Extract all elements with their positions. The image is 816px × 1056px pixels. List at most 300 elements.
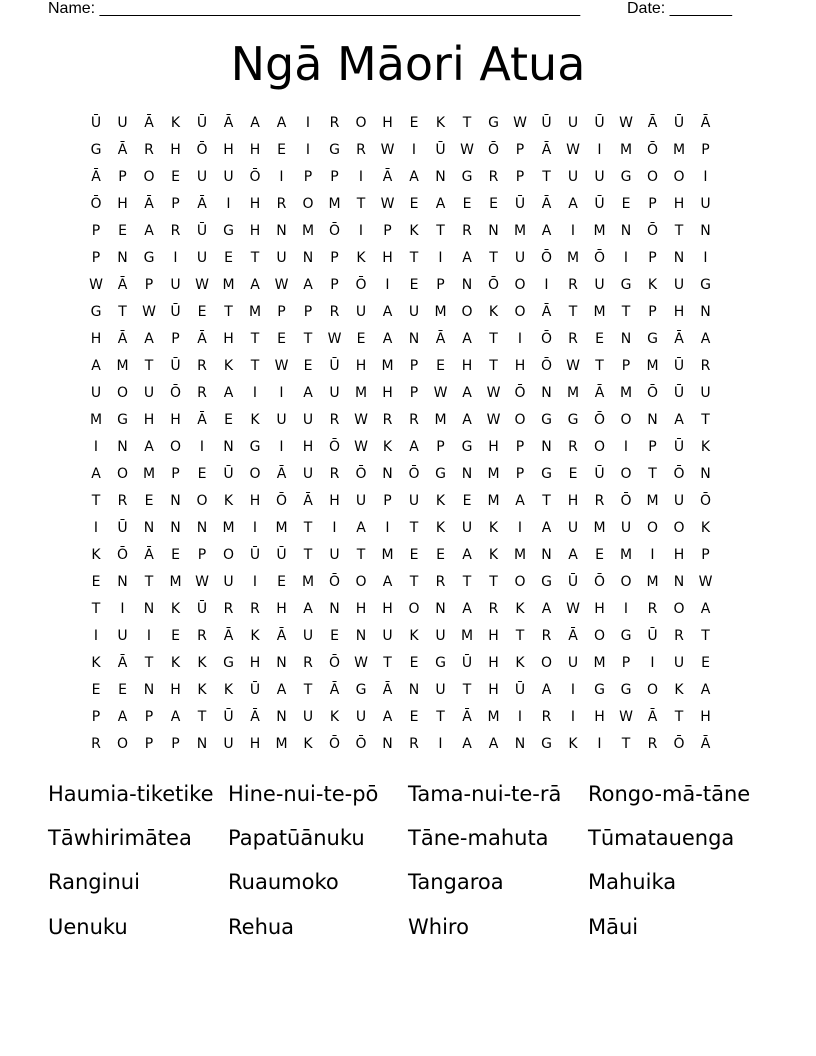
grid-letter: N: [382, 736, 393, 752]
grid-letter: I: [252, 520, 258, 536]
grid-letter: N: [514, 736, 526, 752]
grid-letter: G: [117, 412, 128, 428]
grid-letter: N: [223, 439, 234, 455]
grid-letter: N: [329, 601, 340, 617]
grid-letter: A: [568, 196, 578, 212]
grid-letter: T: [462, 115, 472, 131]
grid-letter: Ā: [144, 547, 154, 563]
grid-letter: M: [222, 277, 235, 293]
grid-letter: T: [91, 493, 101, 509]
grid-letter: O: [620, 466, 632, 482]
grid-letter: N: [435, 601, 446, 617]
grid-letter: U: [302, 466, 314, 482]
grid-letter: H: [382, 601, 393, 617]
grid-letter: H: [673, 304, 685, 320]
grid-letter: E: [303, 358, 313, 374]
grid-letter: A: [382, 574, 393, 590]
grid-letter: I: [279, 385, 284, 401]
grid-letter: I: [411, 142, 417, 158]
grid-letter: K: [488, 547, 499, 563]
grid-letter: Ō: [328, 574, 341, 590]
grid-letter: Ā: [91, 169, 101, 185]
grid-letter: A: [435, 196, 446, 212]
grid-letter: M: [646, 574, 659, 590]
word-list-item: Ruaumoko: [228, 870, 339, 894]
grid-letter: U: [408, 304, 420, 320]
grid-letter: O: [116, 736, 129, 752]
word-list-item: Whiro: [408, 915, 469, 939]
grid-letter: Ō: [328, 223, 341, 239]
grid-letter: K: [303, 736, 313, 752]
grid-letter: R: [144, 142, 154, 158]
grid-letter: T: [250, 358, 260, 374]
grid-letter: Ā: [329, 682, 340, 698]
grid-letter: K: [674, 682, 684, 698]
grid-letter: E: [224, 250, 233, 266]
grid-letter: W: [566, 142, 580, 158]
grid-letter: N: [673, 574, 685, 590]
grid-letter: H: [170, 142, 181, 158]
grid-letter: N: [355, 628, 367, 644]
grid-letter: I: [305, 142, 311, 158]
grid-letter: O: [514, 574, 526, 590]
grid-letter: K: [250, 412, 260, 428]
grid-letter: Ō: [90, 196, 102, 212]
grid-letter: O: [673, 520, 685, 536]
grid-letter: H: [488, 655, 499, 671]
grid-letter: M: [513, 547, 527, 563]
grid-letter: P: [91, 250, 101, 266]
grid-letter: Ū: [594, 115, 605, 131]
grid-letter: P: [303, 169, 313, 185]
grid-letter: Ā: [700, 736, 711, 752]
grid-letter: U: [276, 412, 287, 428]
grid-letter: M: [566, 250, 580, 266]
grid-letter: O: [593, 439, 606, 455]
grid-letter: I: [570, 709, 576, 725]
grid-letter: I: [597, 736, 602, 752]
grid-letter: M: [169, 574, 182, 590]
word-search-grid: [83, 110, 733, 758]
grid-letter: Ō: [249, 169, 261, 185]
grid-letter: H: [594, 709, 605, 725]
grid-letter: U: [673, 277, 685, 293]
grid-letter: G: [700, 277, 711, 293]
grid-letter: A: [382, 331, 393, 347]
grid-letter: A: [541, 601, 552, 617]
grid-letter: N: [541, 385, 552, 401]
grid-letter: W: [380, 142, 395, 158]
grid-letter: T: [489, 250, 498, 266]
grid-letter: M: [593, 223, 606, 239]
grid-letter: Ō: [593, 574, 606, 590]
grid-letter: I: [279, 439, 284, 455]
grid-letter: T: [356, 196, 366, 212]
grid-letter: H: [461, 358, 473, 374]
grid-letter: Ā: [117, 142, 128, 158]
grid-letter: R: [276, 196, 287, 212]
grid-letter: E: [197, 304, 207, 320]
word-list: [48, 776, 768, 956]
grid-letter: G: [223, 655, 234, 671]
grid-letter: K: [568, 736, 578, 752]
grid-letter: P: [330, 277, 339, 293]
grid-letter: R: [541, 628, 552, 644]
grid-letter: U: [435, 682, 446, 698]
grid-letter: O: [540, 655, 553, 671]
grid-letter: H: [488, 682, 499, 698]
grid-letter: M: [142, 466, 156, 482]
grid-letter: M: [513, 223, 527, 239]
grid-letter: E: [409, 709, 419, 725]
grid-letter: Ā: [117, 331, 128, 347]
grid-letter: Ū: [673, 115, 685, 131]
grid-letter: P: [383, 223, 392, 239]
grid-letter: O: [196, 493, 208, 509]
grid-letter: E: [436, 358, 445, 374]
grid-letter: R: [700, 358, 711, 374]
grid-letter: K: [250, 628, 260, 644]
grid-letter: I: [226, 196, 231, 212]
grid-letter: T: [356, 547, 366, 563]
word-list-item: Rehua: [228, 915, 295, 939]
grid-letter: N: [170, 493, 181, 509]
grid-letter: Ō: [646, 223, 659, 239]
grid-letter: H: [249, 223, 261, 239]
grid-letter: N: [117, 574, 128, 590]
grid-letter: G: [541, 412, 552, 428]
grid-letter: A: [462, 412, 472, 428]
grid-letter: Ā: [382, 169, 393, 185]
grid-letter: E: [356, 331, 366, 347]
grid-letter: R: [647, 736, 658, 752]
grid-letter: Ō: [699, 493, 712, 509]
grid-letter: A: [700, 682, 711, 698]
grid-letter: M: [328, 196, 341, 212]
grid-letter: P: [144, 736, 154, 752]
grid-letter: R: [117, 493, 128, 509]
grid-letter: P: [171, 736, 180, 752]
grid-letter: N: [143, 520, 155, 536]
grid-letter: E: [171, 169, 180, 185]
grid-letter: E: [224, 412, 233, 428]
grid-letter: U: [435, 628, 446, 644]
grid-letter: H: [90, 331, 102, 347]
grid-letter: R: [197, 385, 207, 401]
grid-letter: A: [303, 385, 313, 401]
grid-letter: I: [544, 277, 549, 293]
grid-letter: I: [93, 520, 99, 536]
grid-letter: N: [170, 520, 181, 536]
grid-letter: T: [701, 628, 710, 644]
grid-letter: K: [197, 655, 207, 671]
grid-letter: E: [409, 655, 419, 671]
grid-letter: R: [329, 412, 340, 428]
grid-letter: Ū: [461, 655, 473, 671]
grid-letter: Ū: [541, 115, 552, 131]
grid-letter: N: [541, 547, 552, 563]
grid-letter: H: [382, 385, 393, 401]
grid-letter: U: [700, 196, 711, 212]
grid-letter: P: [648, 439, 657, 455]
grid-letter: Ā: [541, 196, 552, 212]
grid-letter: Ū: [673, 358, 685, 374]
grid-letter: W: [460, 142, 474, 158]
grid-letter: U: [196, 250, 208, 266]
grid-letter: A: [409, 439, 419, 455]
grid-letter: W: [566, 601, 580, 617]
grid-letter: M: [566, 385, 580, 401]
grid-letter: I: [517, 520, 523, 536]
grid-letter: H: [223, 331, 234, 347]
grid-letter: M: [619, 142, 633, 158]
grid-letter: Ō: [673, 466, 685, 482]
grid-letter: E: [568, 466, 578, 482]
grid-letter: M: [381, 547, 394, 563]
grid-letter: W: [566, 358, 580, 374]
word-list-item: Māui: [588, 915, 639, 939]
grid-letter: Ā: [435, 331, 446, 347]
grid-letter: I: [385, 277, 390, 293]
grid-letter: T: [197, 709, 207, 725]
grid-letter: Ā: [197, 331, 207, 347]
grid-letter: E: [436, 547, 445, 563]
grid-letter: P: [383, 493, 392, 509]
grid-letter: I: [385, 520, 390, 536]
grid-letter: U: [700, 385, 711, 401]
grid-letter: A: [117, 709, 128, 725]
grid-letter: E: [118, 682, 127, 698]
grid-letter: M: [646, 358, 659, 374]
grid-letter: I: [623, 601, 629, 617]
grid-letter: G: [435, 466, 446, 482]
grid-letter: O: [646, 520, 659, 536]
grid-letter: R: [568, 277, 578, 293]
grid-letter: Ā: [276, 628, 287, 644]
grid-letter: U: [329, 385, 340, 401]
grid-letter: K: [409, 223, 419, 239]
grid-letter: U: [223, 169, 234, 185]
grid-letter: M: [222, 520, 235, 536]
grid-letter: P: [648, 196, 657, 212]
grid-letter: K: [329, 709, 340, 725]
grid-letter: P: [91, 223, 101, 239]
grid-letter: O: [646, 169, 659, 185]
grid-letter: W: [619, 115, 633, 131]
grid-letter: H: [567, 493, 579, 509]
grid-letter: I: [517, 331, 523, 347]
grid-letter: Ō: [620, 493, 632, 509]
word-list-item: Mahuika: [588, 870, 677, 894]
grid-letter: T: [489, 358, 498, 374]
grid-letter: T: [542, 493, 551, 509]
grid-letter: R: [594, 493, 605, 509]
grid-letter: M: [434, 304, 447, 320]
grid-letter: E: [91, 574, 101, 590]
grid-letter: Ā: [117, 655, 128, 671]
grid-letter: K: [223, 493, 234, 509]
grid-letter: T: [489, 331, 498, 347]
grid-letter: H: [170, 682, 181, 698]
grid-letter: N: [276, 709, 287, 725]
grid-letter: R: [541, 709, 552, 725]
grid-letter: A: [91, 358, 101, 374]
grid-letter: Ū: [196, 223, 208, 239]
grid-letter: G: [647, 331, 658, 347]
grid-letter: Ū: [594, 196, 605, 212]
grid-letter: K: [700, 520, 711, 536]
grid-letter: U: [90, 385, 102, 401]
grid-letter: P: [621, 655, 631, 671]
grid-letter: G: [355, 682, 367, 698]
grid-letter: R: [409, 412, 419, 428]
grid-letter: U: [355, 709, 367, 725]
grid-letter: N: [143, 682, 155, 698]
grid-letter: H: [249, 655, 261, 671]
grid-letter: H: [249, 493, 261, 509]
grid-letter: I: [438, 736, 443, 752]
grid-letter: O: [143, 169, 155, 185]
grid-letter: T: [303, 682, 313, 698]
grid-letter: Ū: [673, 385, 685, 401]
word-list-item: Tangaroa: [408, 870, 504, 894]
grid-letter: U: [355, 493, 367, 509]
grid-letter: M: [301, 223, 315, 239]
grid-letter: A: [382, 304, 393, 320]
grid-letter: H: [276, 601, 287, 617]
date-field: Date: _______: [627, 0, 732, 17]
grid-letter: I: [199, 439, 205, 455]
grid-letter: G: [223, 223, 234, 239]
grid-letter: N: [117, 250, 128, 266]
grid-letter: G: [435, 655, 446, 671]
grid-letter: Ō: [540, 331, 553, 347]
grid-letter: R: [329, 115, 340, 131]
grid-letter: N: [488, 223, 499, 239]
grid-letter: A: [488, 736, 499, 752]
grid-letter: M: [593, 520, 606, 536]
grid-letter: Ū: [567, 574, 579, 590]
grid-letter: O: [620, 412, 632, 428]
grid-letter: U: [117, 115, 128, 131]
grid-letter: Ō: [355, 277, 367, 293]
grid-letter: H: [249, 142, 261, 158]
grid-letter: O: [169, 439, 182, 455]
grid-letter: W: [195, 574, 209, 590]
grid-letter: E: [489, 196, 498, 212]
grid-letter: O: [249, 466, 261, 482]
grid-letter: P: [409, 385, 419, 401]
grid-letter: N: [700, 223, 711, 239]
grid-letter: A: [462, 736, 472, 752]
grid-letter: W: [327, 331, 342, 347]
grid-letter: U: [302, 709, 314, 725]
grid-letter: Ā: [223, 115, 234, 131]
grid-letter: U: [673, 655, 685, 671]
grid-letter: T: [118, 304, 127, 320]
grid-letter: A: [700, 331, 711, 347]
grid-letter: A: [462, 547, 472, 563]
grid-letter: W: [89, 277, 103, 293]
grid-letter: U: [514, 250, 526, 266]
grid-letter: N: [117, 439, 128, 455]
grid-letter: Ā: [276, 466, 287, 482]
grid-letter: N: [541, 439, 552, 455]
grid-letter: U: [196, 169, 208, 185]
grid-letter: P: [303, 304, 313, 320]
grid-letter: H: [329, 493, 340, 509]
grid-letter: K: [170, 601, 181, 617]
grid-letter: G: [329, 142, 340, 158]
grid-letter: G: [249, 439, 261, 455]
grid-letter: Ā: [700, 115, 711, 131]
grid-letter: Ā: [647, 115, 658, 131]
grid-letter: T: [144, 655, 154, 671]
grid-letter: I: [597, 142, 602, 158]
grid-letter: U: [594, 169, 605, 185]
grid-letter: G: [541, 736, 552, 752]
grid-letter: E: [701, 655, 710, 671]
grid-letter: Ā: [144, 196, 154, 212]
grid-letter: I: [120, 601, 125, 617]
grid-letter: R: [170, 223, 181, 239]
grid-letter: A: [303, 601, 313, 617]
grid-letter: A: [356, 520, 366, 536]
grid-letter: A: [409, 169, 419, 185]
grid-letter: U: [329, 547, 340, 563]
grid-letter: I: [173, 250, 178, 266]
grid-letter: R: [409, 736, 419, 752]
grid-letter: Ō: [275, 493, 288, 509]
grid-letter: H: [594, 601, 605, 617]
grid-letter: A: [541, 223, 552, 239]
grid-letter: O: [222, 547, 235, 563]
grid-letter: Ū: [514, 682, 526, 698]
grid-letter: Ō: [328, 655, 341, 671]
grid-letter: Ū: [249, 547, 261, 563]
grid-letter: I: [650, 547, 655, 563]
grid-letter: A: [276, 115, 287, 131]
word-list-item: Papatūānuku: [228, 826, 365, 850]
grid-letter: N: [435, 169, 446, 185]
grid-letter: Ō: [355, 466, 367, 482]
grid-letter: P: [436, 439, 445, 455]
grid-letter: H: [382, 250, 393, 266]
grid-letter: G: [620, 628, 632, 644]
grid-letter: U: [620, 520, 632, 536]
grid-letter: A: [250, 115, 260, 131]
grid-letter: K: [700, 439, 711, 455]
grid-letter: I: [305, 115, 311, 131]
grid-letter: P: [648, 250, 657, 266]
grid-letter: T: [303, 547, 313, 563]
grid-letter: M: [460, 628, 474, 644]
grid-letter: M: [487, 709, 500, 725]
grid-letter: N: [196, 736, 208, 752]
grid-letter: R: [462, 223, 472, 239]
grid-letter: O: [302, 196, 314, 212]
grid-letter: Ā: [144, 115, 154, 131]
grid-letter: T: [303, 331, 313, 347]
grid-letter: K: [223, 682, 234, 698]
grid-letter: R: [382, 412, 393, 428]
grid-letter: Ā: [462, 709, 472, 725]
grid-letter: K: [409, 628, 419, 644]
grid-letter: M: [301, 574, 315, 590]
grid-letter: U: [117, 628, 128, 644]
grid-letter: G: [620, 169, 632, 185]
grid-letter: H: [514, 358, 526, 374]
